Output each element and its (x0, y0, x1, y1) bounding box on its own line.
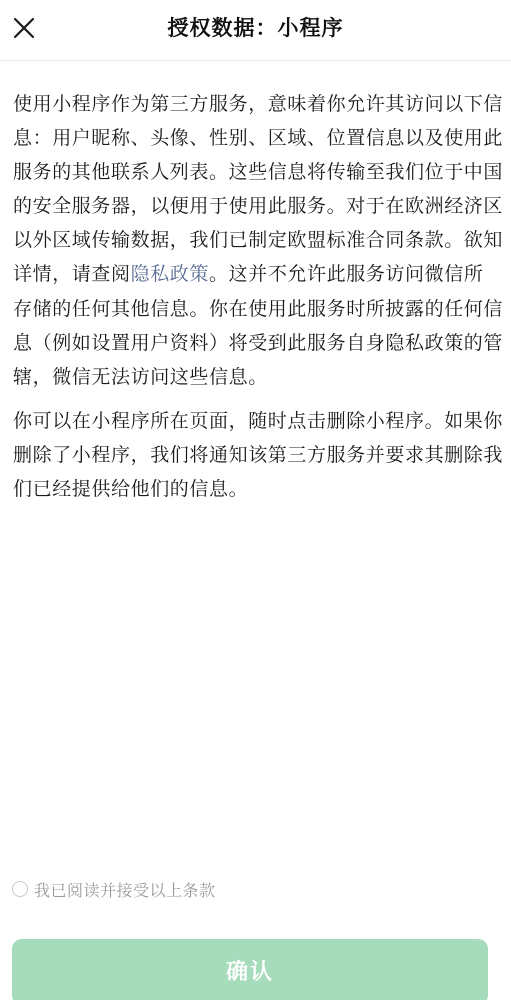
privacy-policy-link[interactable]: 隐私政策 (130, 263, 210, 286)
confirm-button-label: 确认 (225, 960, 274, 985)
terms-paragraph-2: 你可以在小程序所在页面，随时点击删除小程序。如果你删除了小程序，我们将通知该第三方服务并要求其删除我们已经提供给他们的信息。 (13, 409, 504, 501)
agreement-checkbox-row[interactable] (12, 876, 216, 902)
confirm-button[interactable] (12, 939, 488, 1000)
terms-content (13, 87, 503, 516)
page-title: 授权数据：小程序 (167, 16, 344, 40)
terms-text-part-2: 。这并不允许此服务访问微信所存储的任何其他信息。你在使用此服务时所披露的任何信息（例如设置用户资料）将受到此服务自身隐私政策的管辖，微信无法访问这些信息。 (13, 263, 504, 388)
header-bar (0, 0, 511, 61)
agreement-label: 我已阅读并接受以上条款 (34, 880, 216, 900)
agreement-checkbox[interactable] (12, 881, 28, 897)
terms-text-part-1: 使用小程序作为第三方服务，意味着你允许其访问以下信息：用户昵称、头像、性别、区域、位置信息以及使用此服务的其他联系人列表。这些信息将传输至我们位于中国的安全服务器，以便用于使用此服务。对于在欧洲经济区以外区域传输数据，我们已制定欧盟标准合同条款。欲知详情，请查阅 (13, 93, 504, 286)
terms-paragraph-1 (13, 87, 503, 394)
